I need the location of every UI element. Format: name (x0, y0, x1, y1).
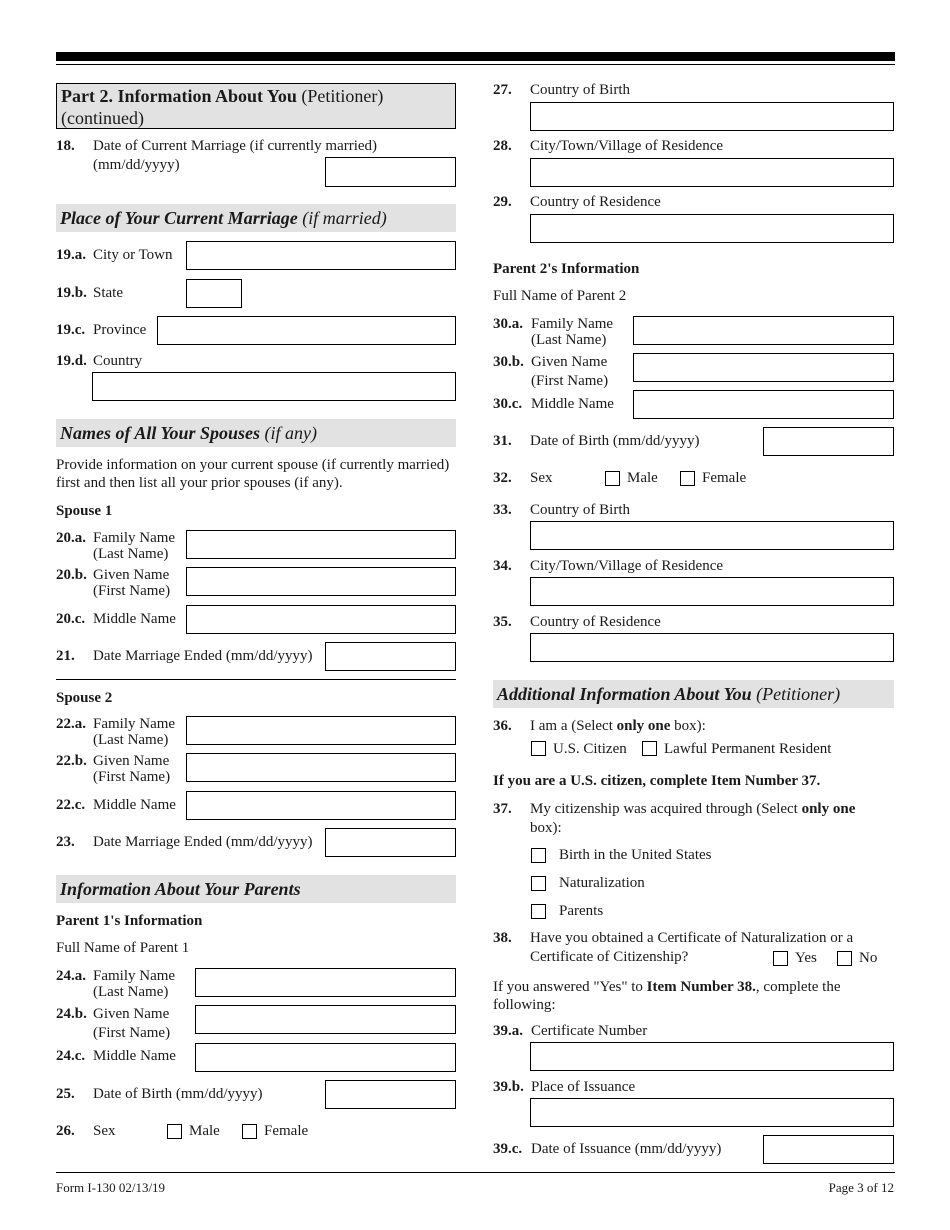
item-20b-label: Given Name (93, 567, 170, 583)
followup-instruction: If you answered "Yes" to Item Number 38., complete the (493, 979, 841, 995)
section-marriage-place-title: Place of Your Current Marriage (60, 208, 298, 228)
section-parents (56, 875, 456, 903)
naturalization-checkbox[interactable] (531, 876, 546, 891)
parents-checkbox[interactable] (531, 904, 546, 919)
item-22a-label-sub: (Last Name) (93, 732, 169, 748)
parent-1-female-label: Female (264, 1123, 309, 1139)
item-32-label: Sex (530, 470, 553, 486)
parent-2-birth-country-input[interactable] (530, 521, 894, 550)
parent-1-middle-name-input[interactable] (195, 1043, 456, 1072)
footer-page-number: Page 3 of 12 (828, 1180, 894, 1195)
parent-2-middle-name-input[interactable] (633, 390, 894, 419)
item-26-number: 26. (56, 1123, 75, 1139)
section-marriage-place (56, 204, 456, 232)
item-19d-label: Country (93, 353, 143, 369)
header-rule-thin (56, 64, 895, 65)
item-39c-label: Date of Issuance (mm/dd/yyyy) (531, 1141, 722, 1157)
item-19a-number: 19.a. (56, 247, 86, 263)
followup-instruction-cont: following: (493, 997, 556, 1013)
item-33-number: 33. (493, 502, 512, 518)
lawful-resident-label: Lawful Permanent Resident (664, 741, 832, 757)
spouse-1-heading: Spouse 1 (56, 503, 113, 519)
parent-2-residence-city-input[interactable] (530, 577, 894, 606)
item-39c-number: 39.c. (493, 1141, 523, 1157)
item-24b-label: Given Name (93, 1006, 170, 1022)
item-30a-label-sub: (Last Name) (531, 332, 607, 348)
item-19b-label: State (93, 285, 123, 301)
spouse-1-marriage-ended-input[interactable] (325, 642, 456, 671)
parent-2-female-checkbox[interactable] (680, 471, 695, 486)
item-30c-number: 30.c. (493, 396, 523, 412)
spouse-1-given-name-input[interactable] (186, 567, 456, 596)
item-19a-label: City or Town (93, 247, 173, 263)
item-27-label: Country of Birth (530, 82, 630, 98)
parents-label: Parents (559, 903, 604, 919)
item-36-number: 36. (493, 718, 512, 734)
certificate-no-label: No (859, 950, 878, 966)
section-additional-title: Additional Information About You (497, 684, 752, 704)
item-24c-label: Middle Name (93, 1048, 176, 1064)
item-29-label: Country of Residence (530, 194, 661, 210)
parent-1-fullname-label: Full Name of Parent 1 (56, 940, 190, 956)
item-31-number: 31. (493, 433, 512, 449)
birth-in-us-label: Birth in the United States (559, 847, 712, 863)
parent-2-fullname-label: Full Name of Parent 2 (493, 288, 627, 304)
item-30b-number: 30.b. (493, 354, 524, 370)
item-37-label-cont: box): (530, 820, 562, 836)
item-20c-label: Middle Name (93, 611, 176, 627)
item-18-label: Date of Current Marriage (if currently married) (93, 138, 378, 154)
certificate-yes-label: Yes (795, 950, 817, 966)
item-30a-number: 30.a. (493, 316, 523, 332)
parent-1-dob-input[interactable] (325, 1080, 456, 1109)
item-34-number: 34. (493, 558, 512, 574)
item-22b-number: 22.b. (56, 753, 87, 769)
item-39b-label: Place of Issuance (531, 1079, 636, 1095)
spouse-2-middle-name-input[interactable] (186, 791, 456, 820)
item-34-label: City/Town/Village of Residence (530, 558, 724, 574)
item-20a-label-sub: (Last Name) (93, 546, 169, 562)
item-36-label: I am a (Select only one box): (530, 718, 706, 734)
spouses-intro-line2: first and then list all your prior spouses (if any). (56, 475, 343, 491)
item-19d-number: 19.d. (56, 353, 87, 369)
certificate-no-checkbox[interactable] (837, 951, 852, 966)
item-35-label: Country of Residence (530, 614, 661, 630)
item-24b-number: 24.b. (56, 1006, 87, 1022)
parent-2-male-checkbox[interactable] (605, 471, 620, 486)
marriage-province-input[interactable] (157, 316, 456, 345)
item-22c-label: Middle Name (93, 797, 176, 813)
part-qualifier: (Petitioner) (301, 86, 384, 106)
citizen-instruction: If you are a U.S. citizen, complete Item Number 37. (493, 773, 821, 789)
item-18-number: 18. (56, 138, 75, 154)
item-21-number: 21. (56, 648, 75, 664)
footer-rule (56, 1172, 895, 1173)
item-39b-number: 39.b. (493, 1079, 524, 1095)
item-38-label: Have you obtained a Certificate of Naturalization or a (530, 930, 854, 946)
item-18-label-format: (mm/dd/yyyy) (93, 157, 180, 173)
section-additional-qualifier: (Petitioner) (756, 684, 841, 704)
item-20a-number: 20.a. (56, 530, 86, 546)
item-38-number: 38. (493, 930, 512, 946)
date-of-issuance-input[interactable] (763, 1135, 894, 1164)
item-25-number: 25. (56, 1086, 75, 1102)
item-20a-label: Family Name (93, 530, 176, 546)
parent-2-female-label: Female (702, 470, 747, 486)
item-19c-label: Province (93, 322, 147, 338)
parent-1-female-checkbox[interactable] (242, 1124, 257, 1139)
part-continued: (continued) (61, 108, 144, 128)
parent-2-heading: Parent 2's Information (493, 261, 640, 277)
spouse-2-given-name-input[interactable] (186, 753, 456, 782)
item-30c-label: Middle Name (531, 396, 614, 412)
item-24a-label: Family Name (93, 968, 176, 984)
spouse-1-family-name-input[interactable] (186, 530, 456, 559)
marriage-date-input[interactable] (325, 157, 456, 187)
item-30b-label: Given Name (531, 354, 608, 370)
item-23-number: 23. (56, 834, 75, 850)
certificate-yes-checkbox[interactable] (773, 951, 788, 966)
parent-1-residence-city-input[interactable] (530, 158, 894, 187)
item-39a-number: 39.a. (493, 1023, 523, 1039)
item-25-label: Date of Birth (mm/dd/yyyy) (93, 1086, 263, 1102)
item-29-number: 29. (493, 194, 512, 210)
spouse-1-middle-name-input[interactable] (186, 605, 456, 634)
item-24a-label-sub: (Last Name) (93, 984, 169, 1000)
item-23-label: Date Marriage Ended (mm/dd/yyyy) (93, 834, 313, 850)
item-33-label: Country of Birth (530, 502, 630, 518)
item-20b-label-sub: (First Name) (93, 583, 171, 599)
section-parents-title: Information About Your Parents (60, 879, 301, 899)
spouse-2-marriage-ended-input[interactable] (325, 828, 456, 857)
parent-1-residence-country-input[interactable] (530, 214, 894, 243)
item-22b-label: Given Name (93, 753, 170, 769)
marriage-country-input[interactable] (92, 372, 456, 401)
item-24a-number: 24.a. (56, 968, 86, 984)
marriage-state-select[interactable] (186, 279, 242, 308)
footer-form-id: Form I-130 02/13/19 (56, 1180, 166, 1195)
certificate-number-input[interactable] (530, 1042, 894, 1071)
header-rule-thick (56, 52, 895, 61)
us-citizen-label: U.S. Citizen (553, 741, 627, 757)
parent-1-heading: Parent 1's Information (56, 913, 203, 929)
parent-1-family-name-input[interactable] (195, 968, 456, 997)
item-37-number: 37. (493, 801, 512, 817)
item-32-number: 32. (493, 470, 512, 486)
spouse-2-heading: Spouse 2 (56, 690, 113, 706)
item-22a-number: 22.a. (56, 716, 86, 732)
part-title: Part 2. Information About You (61, 86, 297, 106)
section-spouses (56, 419, 456, 447)
item-24c-number: 24.c. (56, 1048, 86, 1064)
lawful-resident-checkbox[interactable] (642, 741, 657, 756)
item-35-number: 35. (493, 614, 512, 630)
marriage-city-input[interactable] (186, 241, 456, 270)
section-spouses-qualifier: (if any) (264, 423, 318, 443)
item-19c-number: 19.c. (56, 322, 86, 338)
parent-2-given-name-input[interactable] (633, 353, 894, 382)
part-2-header (56, 83, 456, 129)
place-of-issuance-input[interactable] (530, 1098, 894, 1127)
birth-in-us-checkbox[interactable] (531, 848, 546, 863)
item-19b-number: 19.b. (56, 285, 87, 301)
item-21-label: Date Marriage Ended (mm/dd/yyyy) (93, 648, 313, 664)
item-20b-number: 20.b. (56, 567, 87, 583)
spouse-divider (56, 679, 456, 680)
parent-2-male-label: Male (627, 470, 658, 486)
us-citizen-checkbox[interactable] (531, 741, 546, 756)
item-30b-label-sub: (First Name) (531, 373, 609, 389)
parent-1-male-label: Male (189, 1123, 220, 1139)
parent-2-family-name-input[interactable] (633, 316, 894, 345)
section-additional-info (493, 680, 894, 708)
item-22c-number: 22.c. (56, 797, 86, 813)
item-24b-label-sub: (First Name) (93, 1025, 171, 1041)
item-37-label: My citizenship was acquired through (Select only one (530, 801, 856, 817)
item-31-label: Date of Birth (mm/dd/yyyy) (530, 433, 700, 449)
section-marriage-place-qualifier: (if married) (302, 208, 387, 228)
parent-2-dob-input[interactable] (763, 427, 894, 456)
item-28-number: 28. (493, 138, 512, 154)
spouse-2-family-name-input[interactable] (186, 716, 456, 745)
section-spouses-title: Names of All Your Spouses (60, 423, 261, 443)
item-22a-label: Family Name (93, 716, 176, 732)
parent-1-birth-country-input[interactable] (530, 102, 894, 131)
spouses-intro-line1: Provide information on your current spouse (if currently married) (56, 457, 450, 473)
item-39a-label: Certificate Number (531, 1023, 648, 1039)
item-30a-label: Family Name (531, 316, 614, 332)
item-38-label-cont: Certificate of Citizenship? (530, 949, 689, 965)
parent-1-given-name-input[interactable] (195, 1005, 456, 1034)
naturalization-label: Naturalization (559, 875, 645, 891)
item-28-label: City/Town/Village of Residence (530, 138, 724, 154)
item-27-number: 27. (493, 82, 512, 98)
item-20c-number: 20.c. (56, 611, 86, 627)
parent-2-residence-country-input[interactable] (530, 633, 894, 662)
parent-1-male-checkbox[interactable] (167, 1124, 182, 1139)
item-26-label: Sex (93, 1123, 116, 1139)
item-22b-label-sub: (First Name) (93, 769, 171, 785)
